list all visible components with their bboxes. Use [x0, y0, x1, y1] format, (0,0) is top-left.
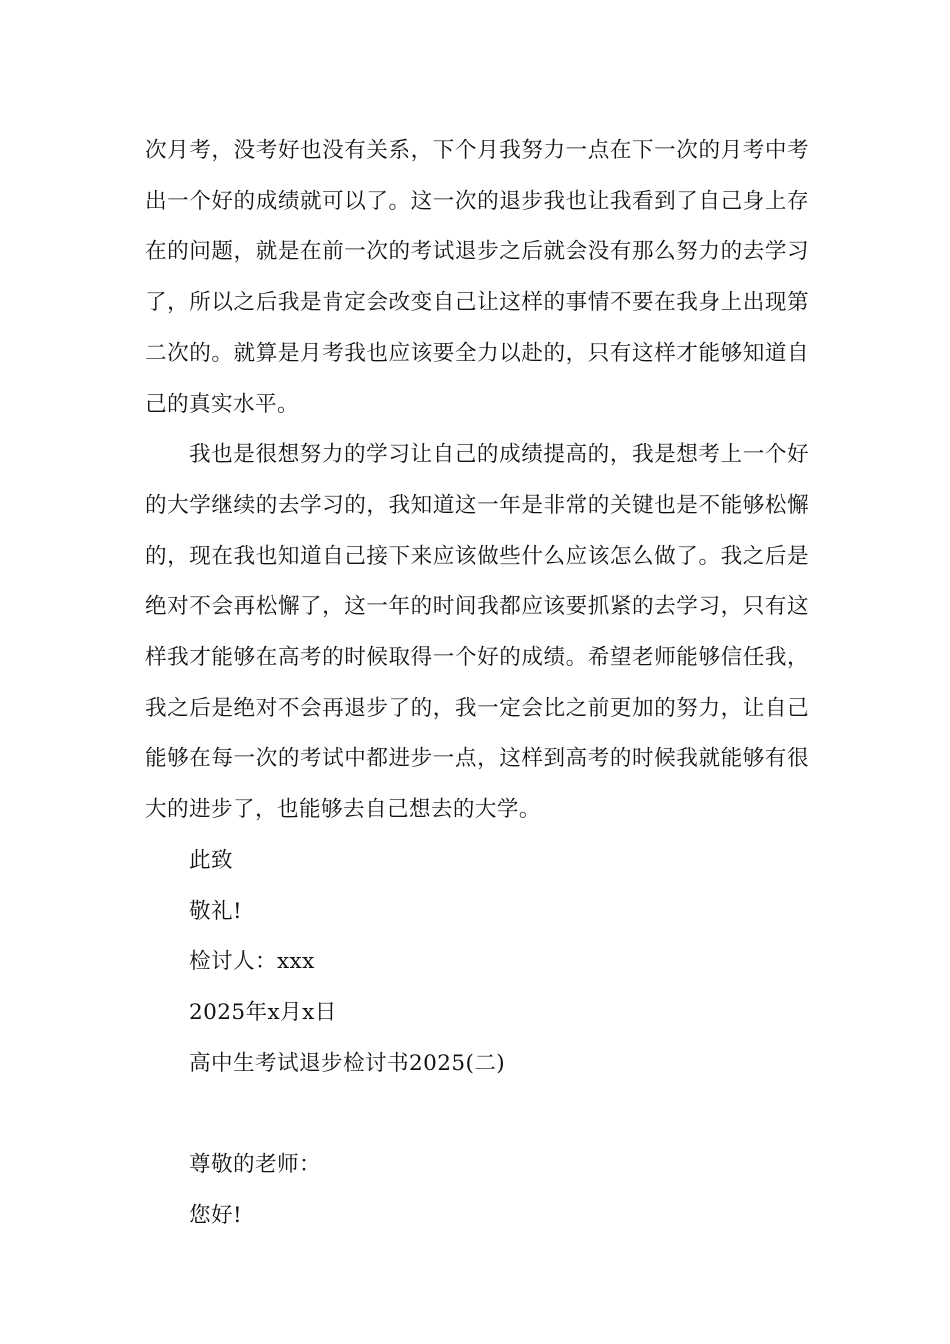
document-body [145, 126, 809, 1241]
blank-line [145, 1089, 809, 1140]
paragraph-resolution: 我也是很想努力的学习让自己的成绩提高的，我是想考上一个好的大学继续的去学习的，我知道这一年是非常的关键也是不能够松懈的，现在我也知道自己接下来应该做些什么应该怎么做了。我之后是绝对不会再松懈了，这一年的时间我都应该要抓紧的去学习，只有这样我才能够在高考的时候取得一个好的成绩。希望老师能够信任我，我之后是绝对不会再退步了的，我一定会比之前更加的努力，让自己能够在每一次的考试中都进步一点，这样到高考的时候我就能够有很大的进步了，也能够去自己想去的大学。 [145, 442, 809, 823]
signature-line: 检讨人：xxx [189, 949, 315, 975]
closing-line: 此致 [189, 847, 233, 873]
paragraph-continuation: 次月考，没考好也没有关系，下个月我努力一点在下一次的月考中考出一个好的成绩就可以了。这一次的退步我也让我看到了自己身上存在的问题，就是在前一次的考试退步之后就会没有那么努力的去学习了，所以之后我是肯定会改变自己让这样的事情不要在我身上出现第二次的。就算是月考我也应该要全力以赴的，只有这样才能够知道自己的真实水平。 [145, 138, 809, 417]
greeting-line: 尊敬的老师： [189, 1152, 321, 1178]
next-letter-title: 高中生考试退步检讨书2025(二) [189, 1050, 506, 1076]
hello-line: 您好! [189, 1202, 243, 1228]
date-line: 2025年x月x日 [189, 999, 337, 1025]
salute-line: 敬礼! [189, 898, 243, 924]
